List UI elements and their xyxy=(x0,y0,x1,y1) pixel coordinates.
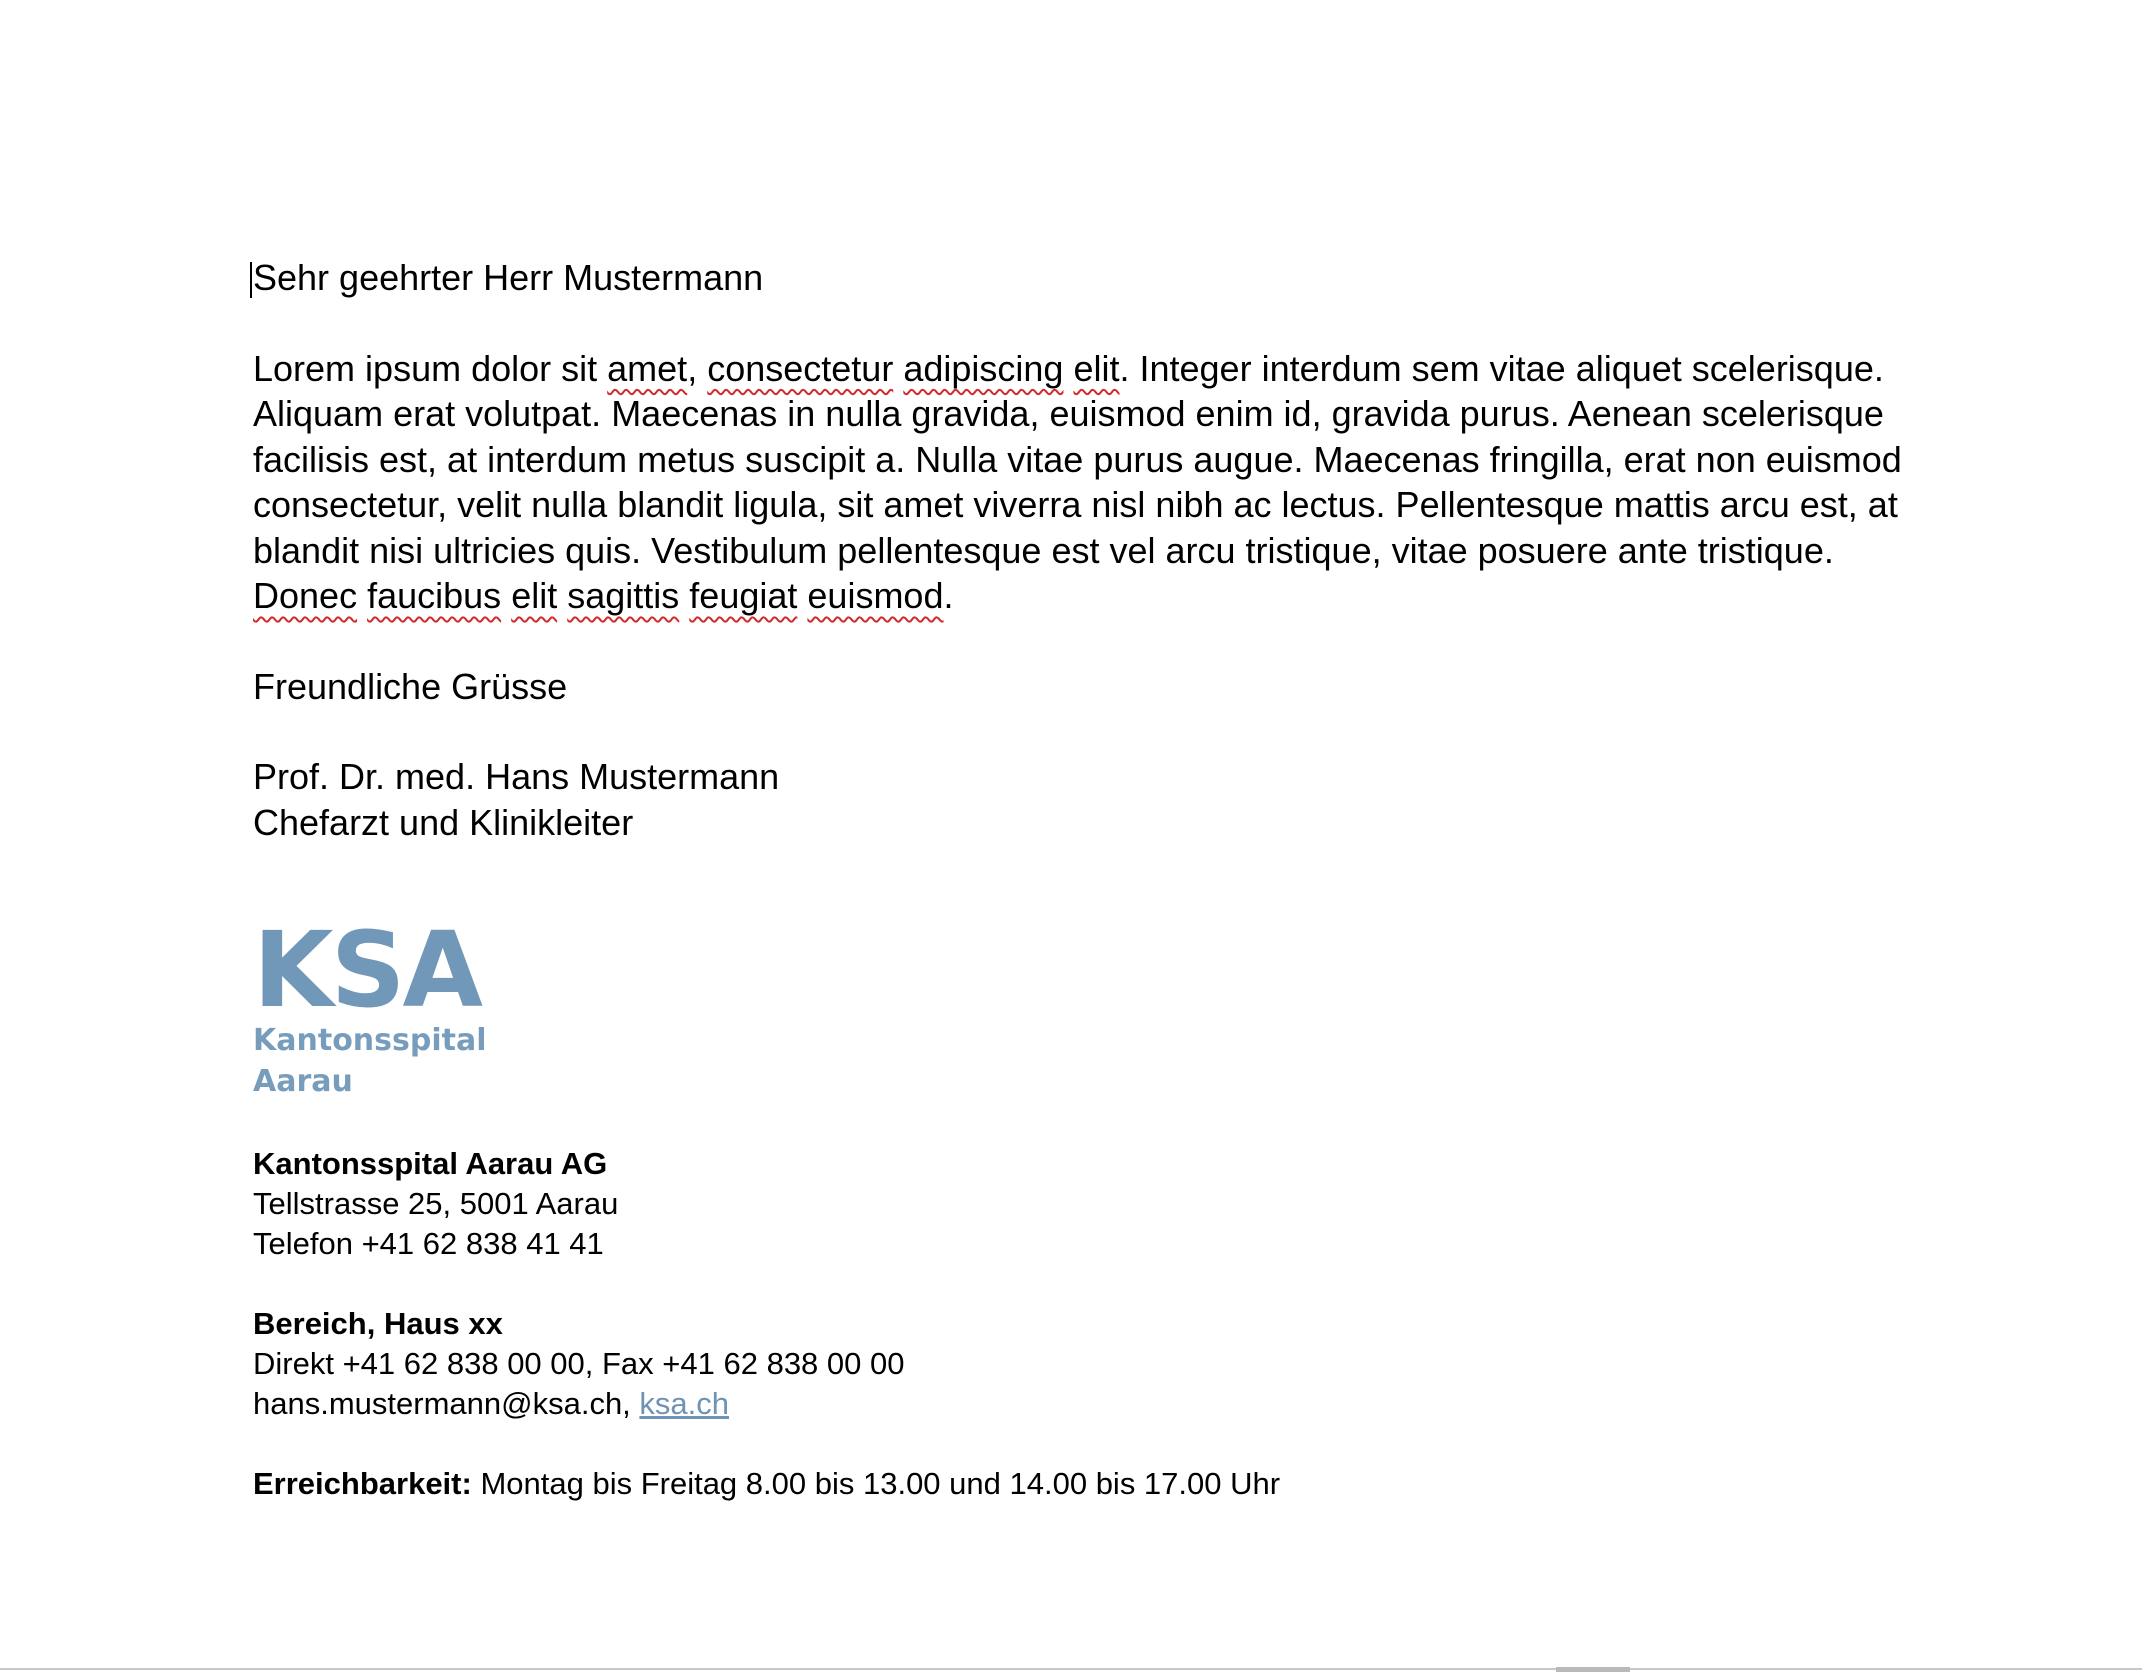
salutation: Sehr geehrter Herr Mustermann xyxy=(253,257,764,298)
body-text xyxy=(1063,348,1073,389)
department-name: Bereich, Haus xx xyxy=(253,1306,503,1341)
organization-name: Kantonsspital Aarau AG xyxy=(253,1146,608,1181)
misspelled-word[interactable]: amet xyxy=(607,347,688,389)
text-cursor xyxy=(250,262,252,298)
logo-mark: KSA xyxy=(253,909,480,1031)
body-text xyxy=(357,575,367,616)
organization-block xyxy=(253,1144,1280,1264)
address: Tellstrasse 25, 5001 Aarau xyxy=(253,1186,619,1221)
body-text xyxy=(893,348,903,389)
contact-block xyxy=(253,1144,1280,1504)
body-text: . xyxy=(943,575,954,616)
availability-text: Montag bis Freitag 8.00 bis 13.00 und 14.00 bis 17.00 Uhr xyxy=(471,1466,1281,1501)
email-line xyxy=(253,1384,1280,1424)
misspelled-word[interactable]: feugiat xyxy=(689,575,798,616)
direct-fax: Direkt +41 62 838 00 00, Fax +41 62 838 00 00 xyxy=(253,1346,905,1381)
misspelled-word[interactable]: Donec xyxy=(253,575,358,616)
page-bottom-border xyxy=(0,1668,2142,1670)
logo-line-2: Aarau xyxy=(253,1064,353,1099)
misspelled-word[interactable]: elit xyxy=(1073,347,1120,389)
body-paragraph xyxy=(253,346,1913,619)
ksa-logo xyxy=(253,909,487,1102)
misspelled-word[interactable]: faucibus xyxy=(367,575,502,616)
body-text xyxy=(679,575,689,616)
body-text xyxy=(557,575,567,616)
body-text xyxy=(797,575,807,616)
letter-body[interactable] xyxy=(253,255,1913,845)
scrollbar-thumb[interactable] xyxy=(1556,1667,1630,1672)
body-text: . Integer interdum sem vitae aliquet scelerisque. Aliquam erat volutpat. Maecenas in nulla gravida, euismod enim id, gravida purus. Aenean scelerisque facilisis est, at interdum metus suscipit a. Nulla vitae purus augue. Maecenas fringilla, erat non euismod consectetur, velit nulla blandit ligula, sit amet viverra nisl nibh ac lectus. Pellentesque mattis arcu est, at blandit nisi ultricies quis. Vestibulum pellentesque est vel arcu tristique, vitae posuere ante tristique. xyxy=(253,347,1902,571)
misspelled-word[interactable]: adipiscing xyxy=(903,347,1064,389)
misspelled-word[interactable]: consectetur xyxy=(707,347,894,389)
misspelled-word[interactable]: euismod xyxy=(807,575,944,616)
misspelled-word[interactable]: sagittis xyxy=(567,575,680,616)
phone: Telefon +41 62 838 41 41 xyxy=(253,1226,604,1261)
website-link[interactable]: ksa.ch xyxy=(639,1386,730,1421)
department-block xyxy=(253,1304,1280,1424)
signature-title: Chefarzt und Klinikleiter xyxy=(253,801,634,843)
availability xyxy=(253,1464,1280,1504)
misspelled-word[interactable]: elit xyxy=(511,575,558,616)
email-text: hans.mustermann@ksa.ch, xyxy=(253,1386,640,1421)
body-text: Lorem ipsum dolor sit xyxy=(253,347,608,389)
logo-line-1: Kantonsspital xyxy=(253,1023,487,1058)
signature-name: Prof. Dr. med. Hans Mustermann xyxy=(253,756,780,797)
availability-label: Erreichbarkeit: xyxy=(253,1466,472,1501)
body-text xyxy=(501,575,511,616)
closing: Freundliche Grüsse xyxy=(253,665,568,707)
body-text: , xyxy=(687,347,708,389)
